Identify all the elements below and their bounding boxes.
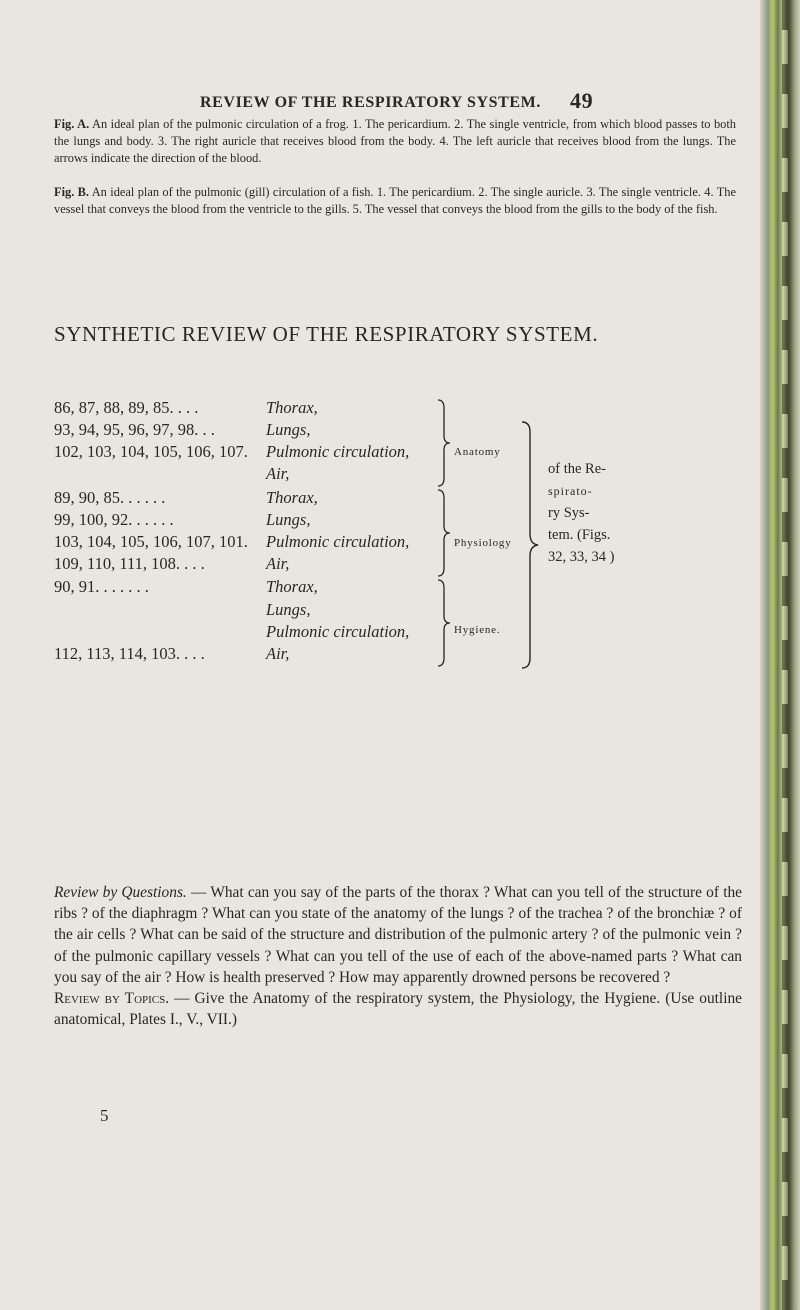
book-binding-edge — [760, 0, 800, 1310]
page-number: 49 — [570, 88, 594, 113]
hygiene-brace — [436, 578, 452, 668]
questions-heading: Review by Questions. — [54, 884, 187, 901]
topic: Pulmonic circulation, — [266, 532, 410, 551]
figure-refs: 112, 113, 114, 103. . . . — [54, 644, 205, 663]
scope-line: of the Re- — [548, 461, 606, 477]
topic: Lungs, — [266, 420, 311, 439]
topic: Air, — [266, 464, 290, 483]
topic: Thorax, — [266, 577, 318, 596]
topic: Pulmonic circulation, — [266, 622, 410, 641]
physiology-brace — [436, 488, 452, 578]
topic: Thorax, — [266, 398, 318, 417]
figure-refs: 89, 90, 85. . . . . . — [54, 488, 166, 507]
figure-refs: 109, 110, 111, 108. . . . — [54, 554, 205, 573]
scope-line: tem. (Figs. — [548, 527, 611, 543]
topic: Lungs, — [266, 600, 311, 619]
topics-heading: Review by Topics. — [54, 990, 170, 1008]
hygiene-label: Hygiene. — [454, 624, 501, 636]
figure-refs: 103, 104, 105, 106, 107, 101. — [54, 532, 248, 551]
heading-dash: — — [169, 990, 195, 1008]
anatomy-label: Anatomy — [454, 446, 501, 458]
binding-shadow — [782, 0, 788, 1310]
topic: Air, — [266, 554, 290, 573]
anatomy-brace — [436, 398, 452, 488]
figure-a-text: An ideal plan of the pulmonic circulation of a frog. 1. The pericardium. 2. The single ventricle, from which blood passes to both the lungs and body. 3. The right auricle that receives blood from the body. 4. The left auricle that receives blood from the lungs. The arrows indicate the direction of the blood. — [54, 117, 736, 165]
figure-a-label: Fig. A. — [54, 117, 90, 131]
physiology-label: Physiology — [454, 537, 512, 549]
figure-refs: 99, 100, 92. . . . . . — [54, 510, 174, 529]
topic: Lungs, — [266, 510, 311, 529]
signature-mark: 5 — [100, 1106, 109, 1125]
topic: Air, — [266, 644, 290, 663]
topic: Thorax, — [266, 488, 318, 507]
scope-line: ry Sys- — [548, 505, 590, 521]
figure-refs: 86, 87, 88, 89, 85. . . . — [54, 398, 199, 417]
questions-body: What can you say of the parts of the thorax ? What can you tell of the structure of the ribs ? of the diaphragm ? What can you state of the anatomy of the lungs ? of the trachea ? of the bronchiæ ? of the air cells ? What can be said of the structure and distribution of the pulmonic artery ? of the pulmonic vein ? of the pulmonic capillary vessels ? What can you tell of the use of each of the above-named parts ? What can you say of the air ? How is health preserved ? How may apparently drowned persons be recovered ? — [54, 884, 742, 986]
figure-refs: 102, 103, 104, 105, 106, 107. — [54, 442, 248, 461]
heading-dash: — — [186, 884, 211, 901]
topic: Pulmonic circulation, — [266, 442, 410, 461]
scope-line: spirato- — [548, 484, 593, 498]
figure-refs: 93, 94, 95, 96, 97, 98. . . — [54, 420, 215, 439]
topics-body: Give the Anatomy of the respiratory system, the Physiology, the Hygiene. (Use outline anatomical, Plates I., V., VII.) — [54, 990, 742, 1029]
questions-paragraph — [54, 882, 742, 988]
system-scope-note — [548, 458, 614, 568]
review-questions — [54, 882, 742, 1030]
topics-paragraph — [54, 988, 742, 1030]
figure-refs: 90, 91. . . . . . . — [54, 577, 149, 596]
system-brace — [520, 420, 542, 670]
figure-b-text: An ideal plan of the pulmonic (gill) circulation of a fish. 1. The pericardium. 2. The single auricle. 3. The single ventricle. 4. The vessel that conveys the blood from the ventricle to the gills. 5. The vessel that conveys the blood from the gills to the body of the fish. — [54, 185, 736, 216]
figure-b-label: Fig. B. — [54, 185, 90, 199]
section-title: SYNTHETIC REVIEW OF THE RESPIRATORY SYSTEM. — [54, 322, 599, 346]
running-head-title: REVIEW OF THE RESPIRATORY SYSTEM. — [200, 94, 541, 111]
scope-line: 32, 33, 34 ) — [548, 549, 615, 565]
